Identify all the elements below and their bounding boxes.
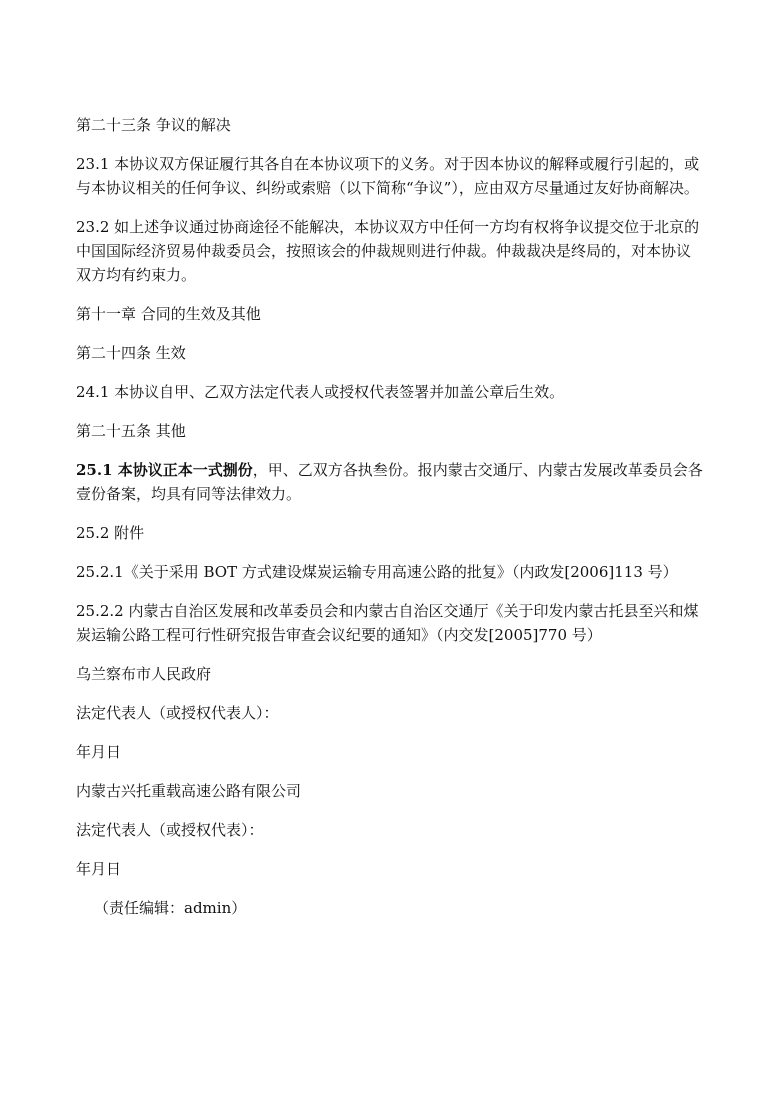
article-23-title: 第二十三条 争议的解决 [76, 116, 231, 134]
clause-25-2: 25.2 附件 [76, 524, 145, 542]
party-b-date: 年月日 [76, 860, 122, 878]
clause-25-2-2: 25.2.2 内蒙古自治区发展和改革委员会和内蒙古自治区交通厅《关于印发内蒙古托县至兴和煤炭运输公路工程可行性研究报告审查会议纪要的通知》（内交发[2005]770 号） [76, 602, 699, 644]
party-a-name: 乌兰察布市人民政府 [76, 665, 212, 683]
clause-24-1: 24.1 本协议自甲、乙双方法定代表人或授权代表签署并加盖公章后生效。 [76, 383, 565, 401]
party-a-representative: 法定代表人（或授权代表人）： [76, 704, 279, 722]
clause-23-1: 23.1 本协议双方保证履行其各自在本协议项下的义务。对于因本协议的解释或履行引起的，或与本协议相关的任何争议、纠纷或索赔（以下简称“争议”），应由双方尽量通过友好协商解决。 [76, 155, 700, 197]
clause-25-1-emphasis: 25.1 本协议正本一式捌份 [76, 461, 253, 479]
clause-25-1-text: ，甲、乙双方各执叁份。报内蒙古交通厅、内蒙古发展改革委员会各壹份备案，均具有同等法律效力。 [76, 461, 703, 503]
editor-note: （责任编辑：admin） [94, 899, 247, 917]
clause-25-1 [76, 458, 704, 506]
clause-25-2-1: 25.2.1《关于采用 BOT 方式建设煤炭运输专用高速公路的批复》（内政发[2006]113 号） [76, 563, 678, 581]
clause-23-2: 23.2 如上述争议通过协商途径不能解决，本协议双方中任何一方均有权将争议提交位于北京的中国国际经济贸易仲裁委员会，按照该会的仲裁规则进行仲裁。仲裁裁决是终局的，对本协议双方均有约束力。 [76, 218, 700, 284]
party-b-name: 内蒙古兴托重载高速公路有限公司 [76, 782, 302, 800]
chapter-11-title: 第十一章 合同的生效及其他 [76, 305, 261, 323]
party-b-representative: 法定代表人（或授权代表）： [76, 821, 264, 839]
article-24-title: 第二十四条 生效 [76, 344, 186, 362]
party-a-date: 年月日 [76, 743, 122, 761]
article-25-title: 第二十五条 其他 [76, 422, 186, 440]
document-body [76, 113, 704, 920]
